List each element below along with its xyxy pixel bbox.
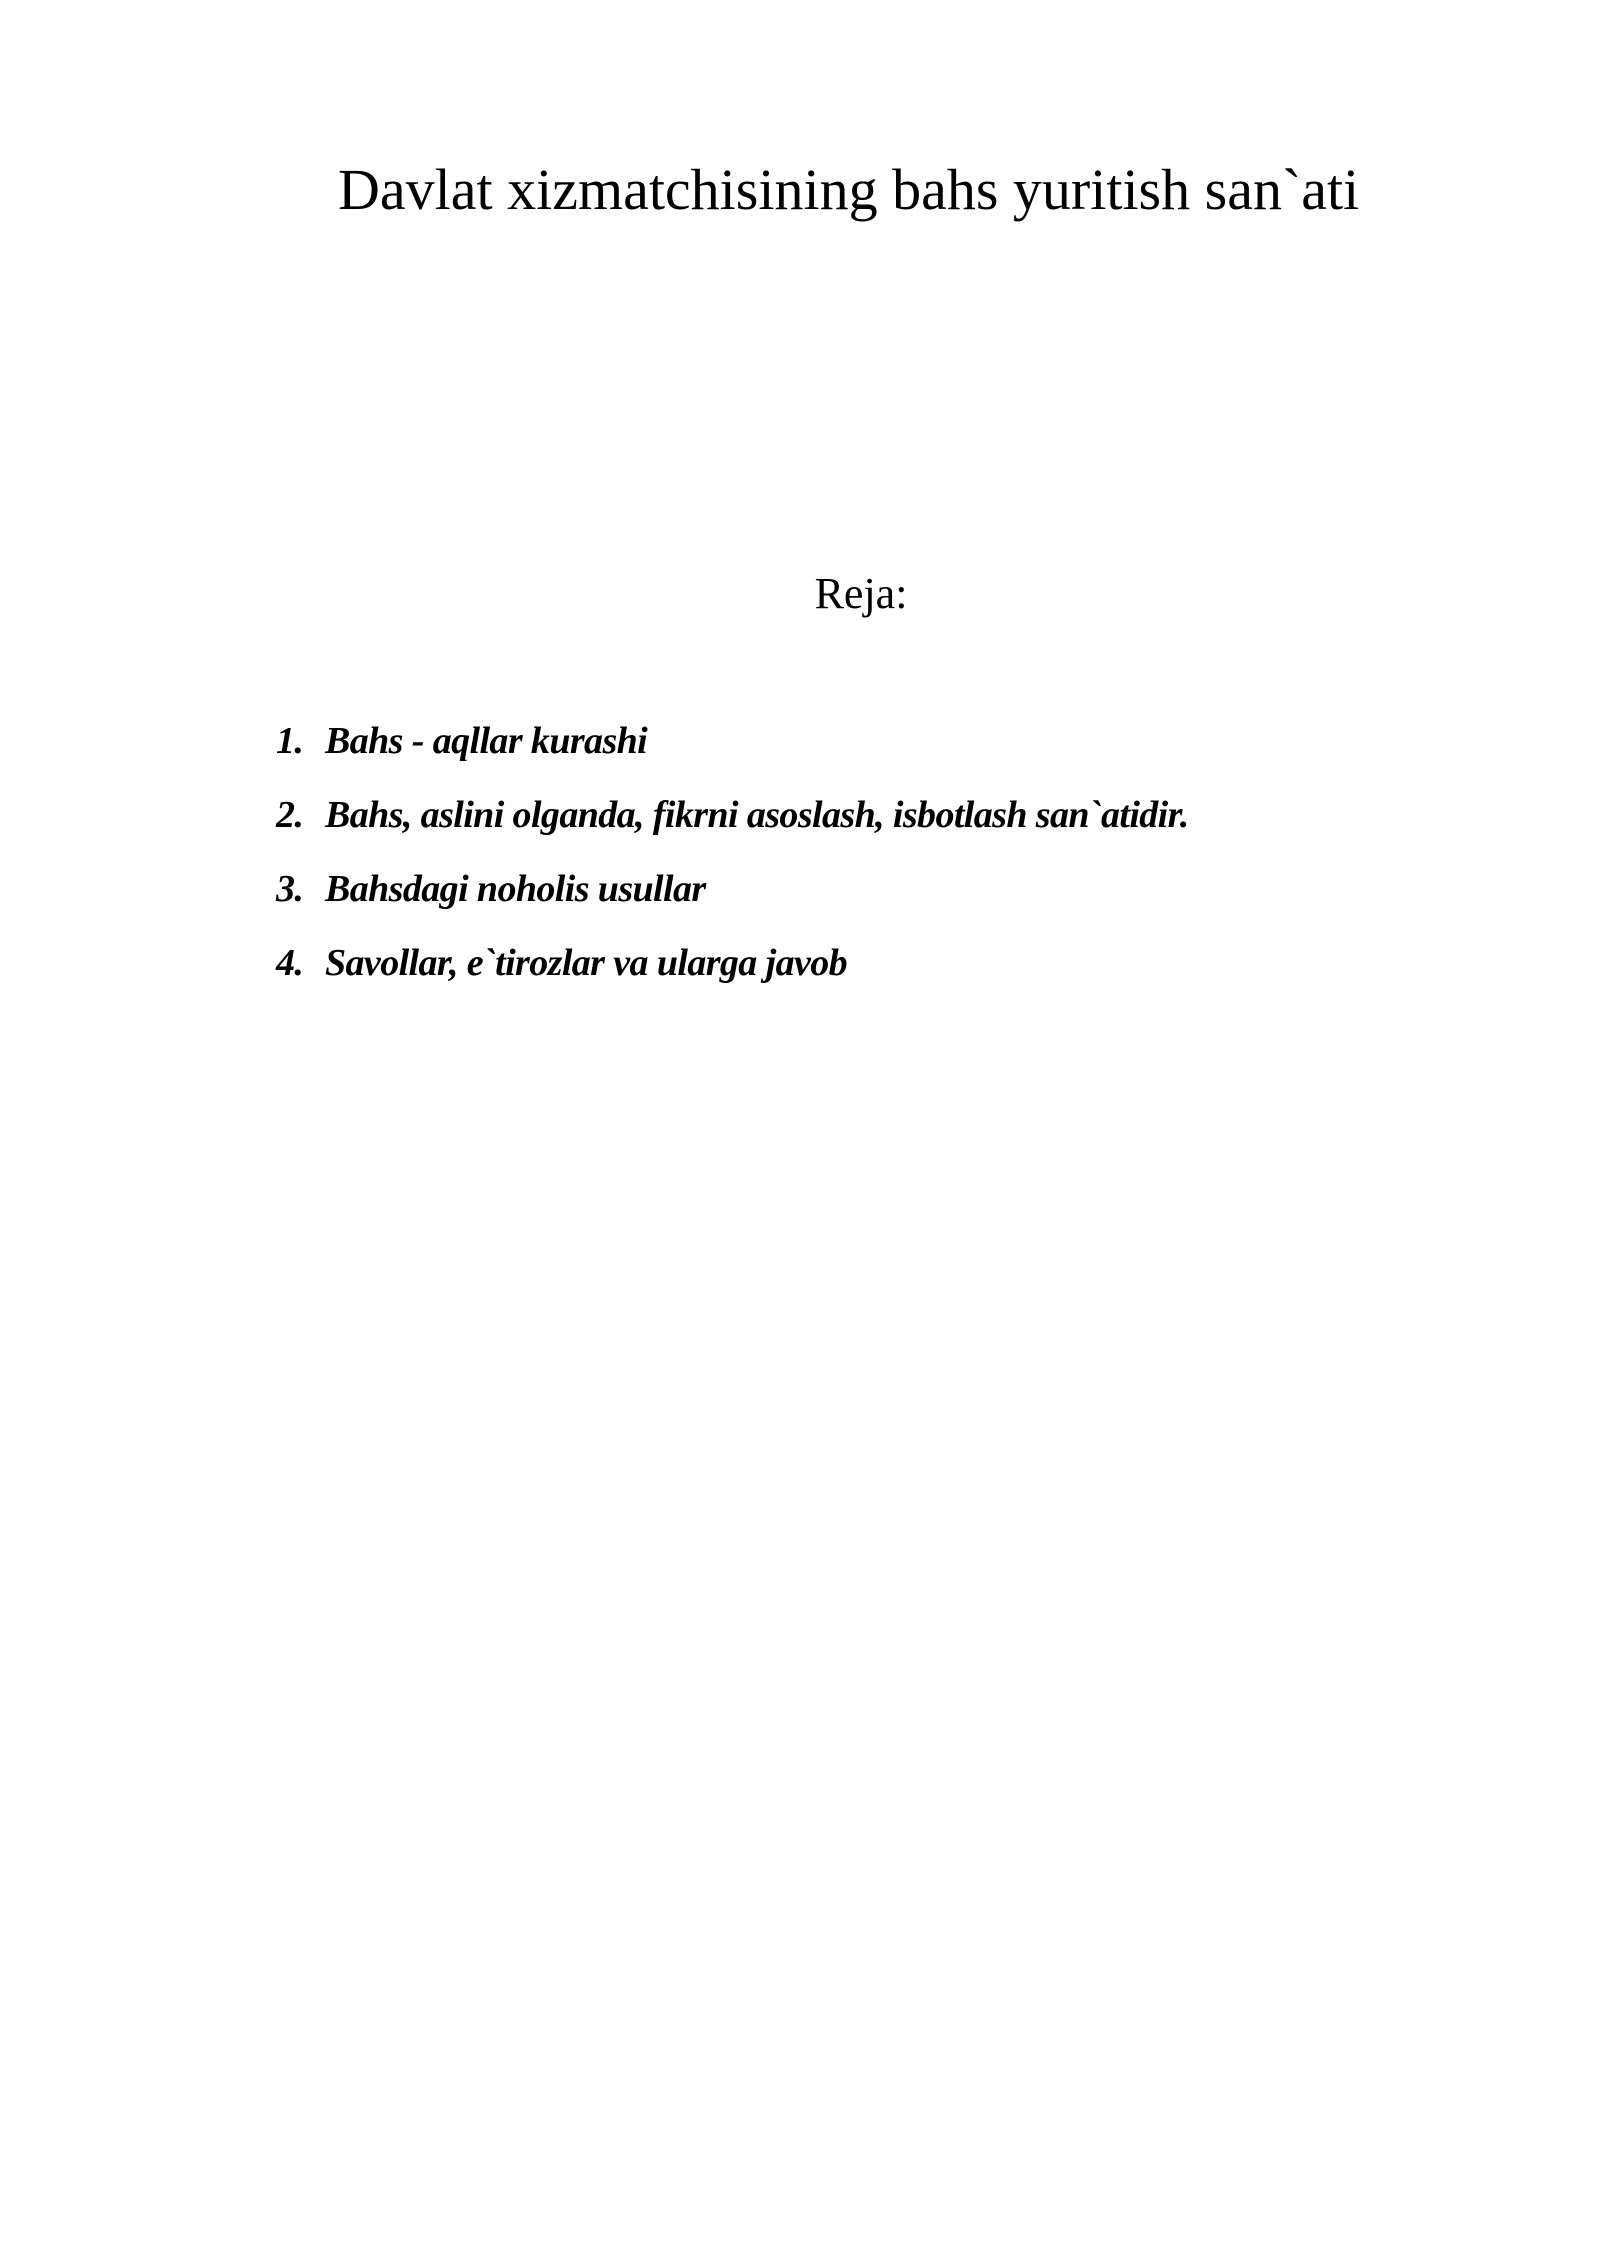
plan-item-text: Bahs - aqllar kurashi <box>325 720 648 762</box>
plan-item-text: Bahs, aslini olganda, fikrni asoslash, isbotlash san`atidir. <box>325 794 1189 836</box>
plan-item <box>276 859 1189 933</box>
plan-item-number: 4. <box>276 942 304 984</box>
plan-item <box>276 711 1189 785</box>
plan-item-text: Bahsdagi noholis usullar <box>325 868 706 910</box>
plan-item-number: 1. <box>276 720 304 762</box>
plan-item <box>276 785 1189 859</box>
plan-item-number: 3. <box>276 868 304 910</box>
document-title: Davlat xizmatchisining bahs yuritish san`ati <box>338 157 1360 222</box>
plan-item-text: Savollar, e`tirozlar va ularga javob <box>325 942 848 984</box>
plan-heading: Reja: <box>814 569 908 618</box>
plan-item <box>276 933 1189 1007</box>
plan-list <box>276 711 1189 1007</box>
plan-item-number: 2. <box>276 794 304 836</box>
